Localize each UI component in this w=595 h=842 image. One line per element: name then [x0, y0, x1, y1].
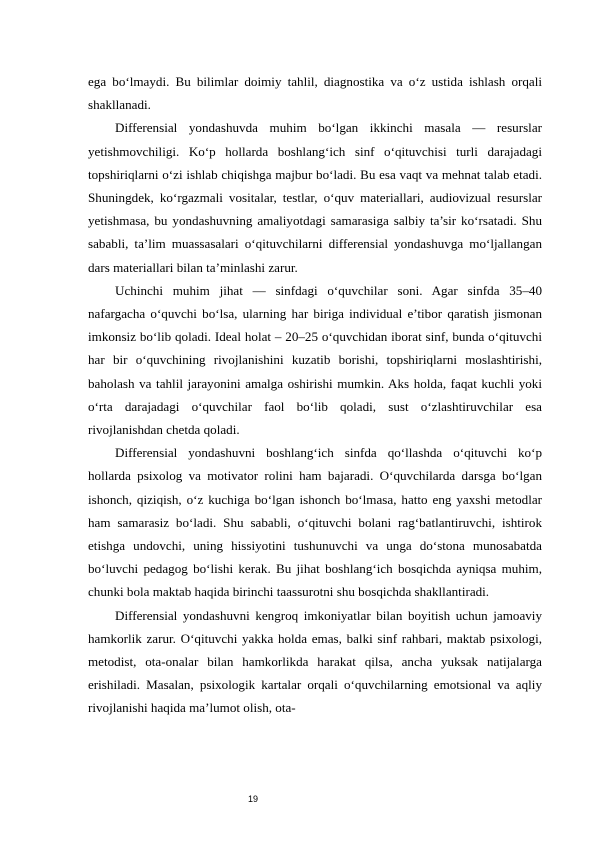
paragraph-continuation: ega bo‘lmaydi. Bu bilimlar doimiy tahlil, diagnostika va o‘z ustida ishlash orqali shakllanadi.	[88, 74, 542, 113]
page-number: 19	[248, 794, 259, 804]
paragraph-collaboration: Differensial yondashuvni kengroq imkoniyatlar bilan boyitish uchun jamoaviy hamkorlik zarur. O‘qituvchi yakka holda emas, balki sinf rahbari, maktab psixologi, metodist, ota-onalar bilan hamkorlikda harakat qilsa, ancha yuksak natijalarga erishiladi. Masalan, psixologik kartalar orqali o‘quvchilarning emotsional va aqliy rivojlanishi haqida ma’lumot olish, ota-	[88, 607, 542, 716]
paragraph-teacher-role: Differensial yondashuvni boshlang‘ich sinfda qo‘llashda o‘qituvchi ko‘p hollarda psixolog va motivator rolini ham bajaradi. O‘quvchilarda darsga bo‘lgan ishonch, qiziqish, o‘z kuchiga bo‘lgan ishonch bo‘lmasa, hatto eng yaxshi metodlar ham samarasiz bo‘ladi. Shu sababli, o‘qituvchi bolani rag‘batlantiruvchi, ishtirok etishga undovchi, uning hissiyotini tushunuvchi va unga do‘stona munosabatda bo‘luvchi pedagog bo‘lishi kerak. Bu jihat boshlang‘ich bosqichda ayniqsa muhim, chunki bola maktab haqida birinchi taassurotni shu bosqichda shakllantiradi.	[88, 445, 542, 600]
paragraph-class-size: Uchinchi muhim jihat — sinfdagi o‘quvchilar soni. Agar sinfda 35–40 nafargacha o‘quvchi bo‘lsa, ularning har biriga individual e’tibor qaratish jismonan imkonsiz bo‘lib qoladi. Ideal holat – 20–25 o‘quvchidan iborat sinf, bunda o‘qituvchi har bir o‘quvchining rivojlanishini kuzatib borishi, topshiriqlarni moslashtirishi, baholash va tahlil jarayonini amalga oshirishi mumkin. Aks holda, faqat kuchli yoki o‘rta darajadagi o‘quvchilar faol bo‘lib qoladi, sust o‘zlashtiruvchilar esa rivojlanishdan chetda qoladi.	[88, 282, 542, 438]
document-body	[88, 70, 542, 720]
paragraph-resources: Differensial yondashuvda muhim bo‘lgan ikkinchi masala — resurslar yetishmovchiligi. Ko‘p hollarda boshlang‘ich sinf o‘qituvchisi turli darajadagi topshiriqlarni o‘zi ishlab chiqishga majbur bo‘ladi. Bu esa vaqt va mehnat talab etadi. Shuningdek, ko‘rgazmali vositalar, testlar, o‘quv materiallari, audiovizual resurslar yetishmasa, bu yondashuvning amaliyotdagi samarasiga salbiy ta’sir ko‘rsatadi. Shu sababli, ta’lim muassasalari o‘qituvchilarni differensial yondashuvga mo‘ljallangan dars materiallari bilan ta’minlashi zarur.	[88, 120, 542, 275]
